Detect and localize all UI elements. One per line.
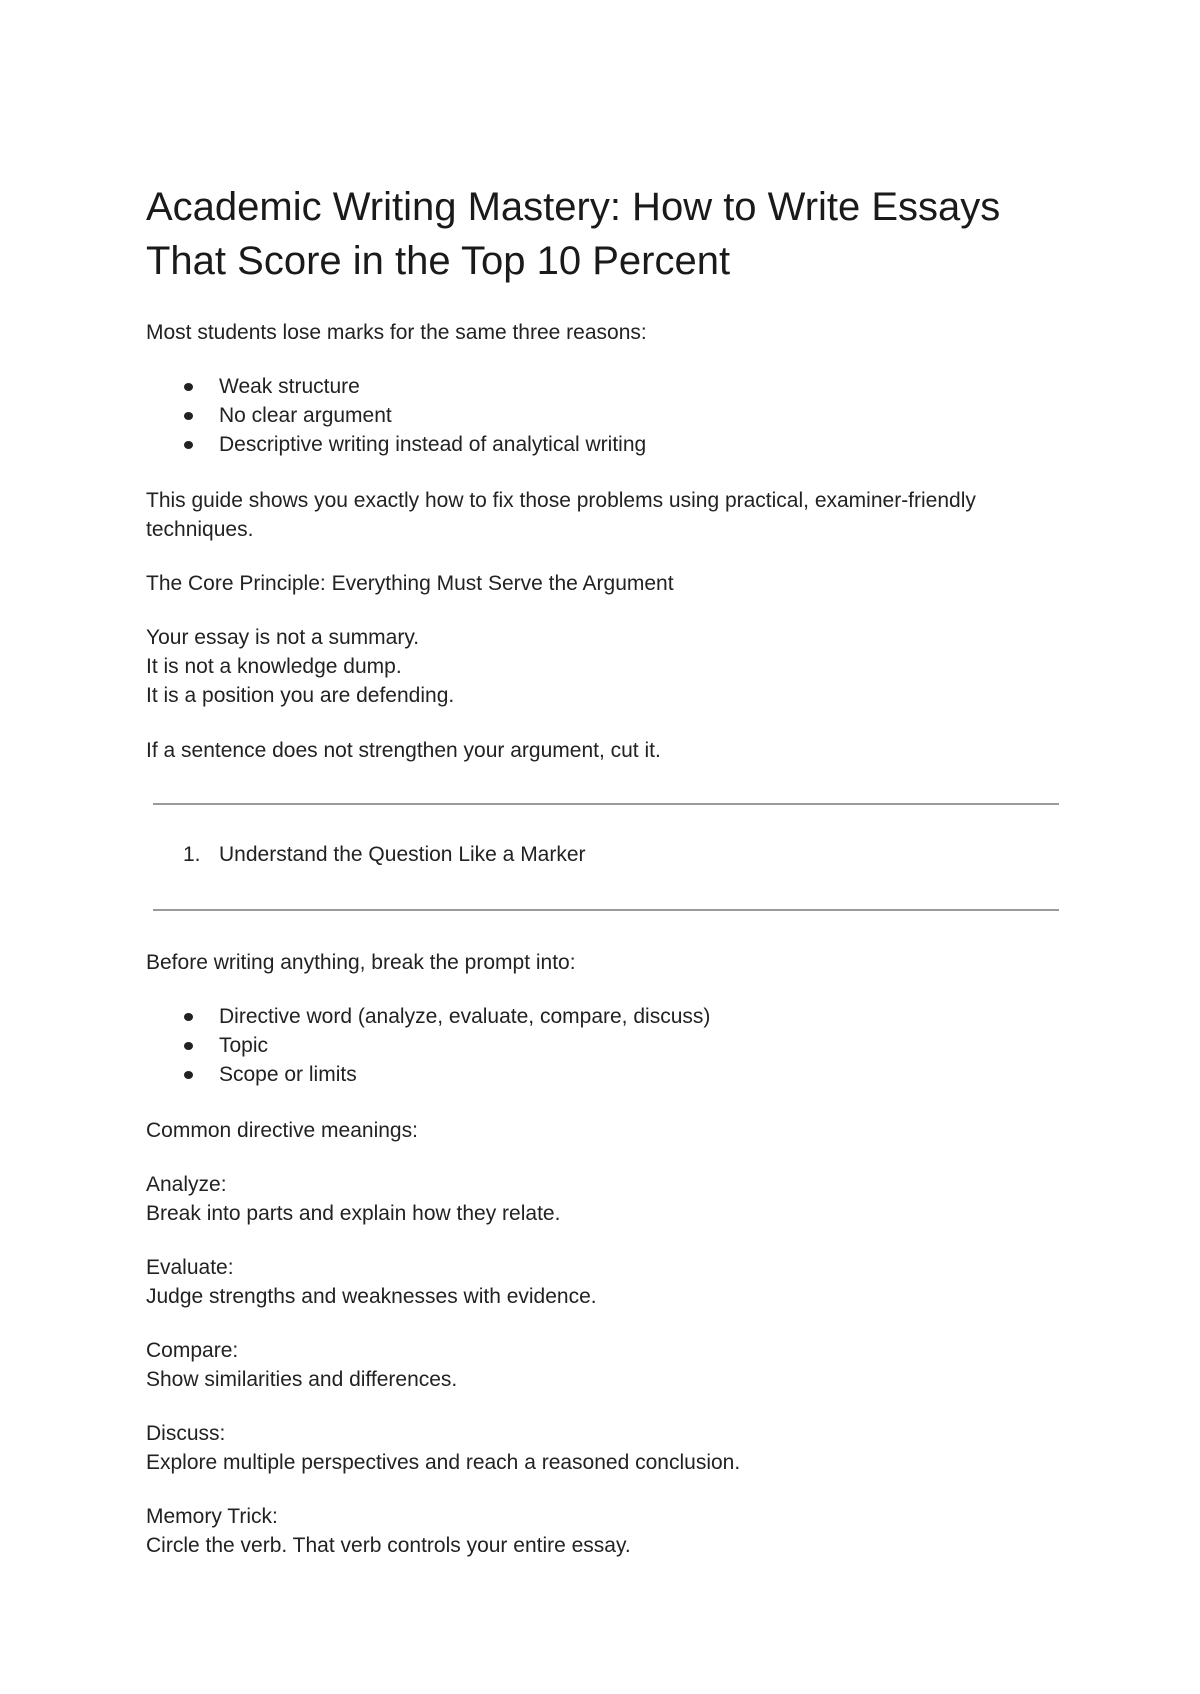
directive-term: Compare:	[146, 1339, 239, 1362]
directive-discuss	[146, 1419, 1066, 1477]
section-title: Understand the Question Like a Marker	[219, 843, 586, 866]
directive-analyze	[146, 1170, 1066, 1228]
core-principle-heading: The Core Principle: Everything Must Serve the Argument	[146, 572, 674, 595]
directive-meaning: Break into parts and explain how they relate.	[146, 1202, 561, 1225]
essay-line: It is a position you are defending.	[146, 684, 455, 707]
directive-meaning: Circle the verb. That verb controls your entire essay.	[146, 1534, 631, 1557]
cut-rule-paragraph: If a sentence does not strengthen your argument, cut it.	[146, 739, 661, 762]
essay-definition-paragraph	[146, 623, 1066, 710]
directive-intro-paragraph: Common directive meanings:	[146, 1119, 418, 1142]
directive-compare	[146, 1336, 1066, 1394]
list-item: Descriptive writing instead of analytical writing	[146, 430, 1066, 459]
list-item: Weak structure	[146, 372, 1066, 401]
directive-term: Analyze:	[146, 1173, 227, 1196]
directive-evaluate	[146, 1253, 1066, 1311]
intro-paragraph: Most students lose marks for the same three reasons:	[146, 321, 647, 344]
memory-trick	[146, 1502, 1066, 1560]
section-number: 1.	[183, 843, 201, 866]
directive-meaning: Explore multiple perspectives and reach a reasoned conclusion.	[146, 1451, 741, 1474]
directive-meaning: Show similarities and differences.	[146, 1368, 458, 1391]
directive-meaning: Judge strengths and weaknesses with evidence.	[146, 1285, 597, 1308]
directive-term: Memory Trick:	[146, 1505, 278, 1528]
list-item: Topic	[146, 1031, 1066, 1060]
before-writing-paragraph: Before writing anything, break the prompt into:	[146, 951, 576, 974]
document-title: Academic Writing Mastery: How to Write Essays That Score in the Top 10 Percent	[146, 185, 1001, 283]
list-item: Scope or limits	[146, 1060, 1066, 1089]
essay-line: It is not a knowledge dump.	[146, 655, 402, 678]
list-item: Directive word (analyze, evaluate, compare, discuss)	[146, 1002, 1066, 1031]
list-item: No clear argument	[146, 401, 1066, 430]
horizontal-divider	[153, 803, 1059, 805]
guide-paragraph: This guide shows you exactly how to fix those problems using practical, examiner-friendly techniques.	[146, 489, 976, 541]
directive-term: Evaluate:	[146, 1256, 234, 1279]
prompt-parts-list	[146, 1002, 1066, 1089]
horizontal-divider	[153, 909, 1059, 911]
directive-term: Discuss:	[146, 1422, 226, 1445]
reasons-list	[146, 372, 1066, 459]
essay-line: Your essay is not a summary.	[146, 626, 420, 649]
